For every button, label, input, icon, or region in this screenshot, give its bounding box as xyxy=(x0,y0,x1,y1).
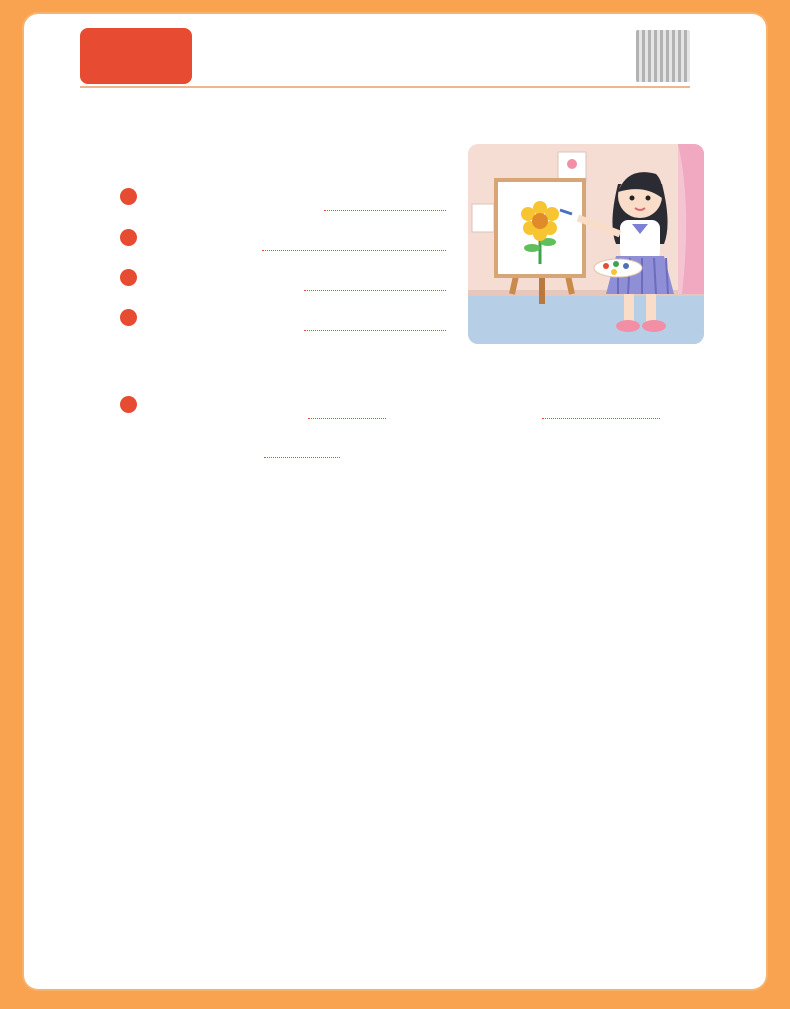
series-badge xyxy=(80,28,192,84)
s1-item1 xyxy=(120,188,140,212)
worksheet-page xyxy=(24,14,766,989)
s1-item3 xyxy=(120,269,140,293)
stage-title xyxy=(204,28,234,68)
s1-item1-answer-line[interactable] xyxy=(324,210,446,211)
qr-code-icon[interactable] xyxy=(636,30,690,82)
s2-item1-blank2[interactable] xyxy=(542,418,660,419)
header-divider xyxy=(80,86,690,88)
number-badge xyxy=(120,309,137,326)
s2-item1-label xyxy=(120,396,140,420)
s2-item1-blank1[interactable] xyxy=(308,418,386,419)
number-badge xyxy=(120,396,137,413)
number-badge xyxy=(120,229,137,246)
s1-item2-answer-line[interactable] xyxy=(262,250,446,251)
s1-item4 xyxy=(120,309,140,333)
number-badge xyxy=(120,269,137,286)
s2-item1-blank3[interactable] xyxy=(264,457,340,458)
girl-painting-illustration xyxy=(468,144,704,344)
number-badge xyxy=(120,188,137,205)
s1-item3-answer-line[interactable] xyxy=(304,290,446,291)
s1-item2 xyxy=(120,229,140,253)
s1-item4-answer-line[interactable] xyxy=(304,330,446,331)
